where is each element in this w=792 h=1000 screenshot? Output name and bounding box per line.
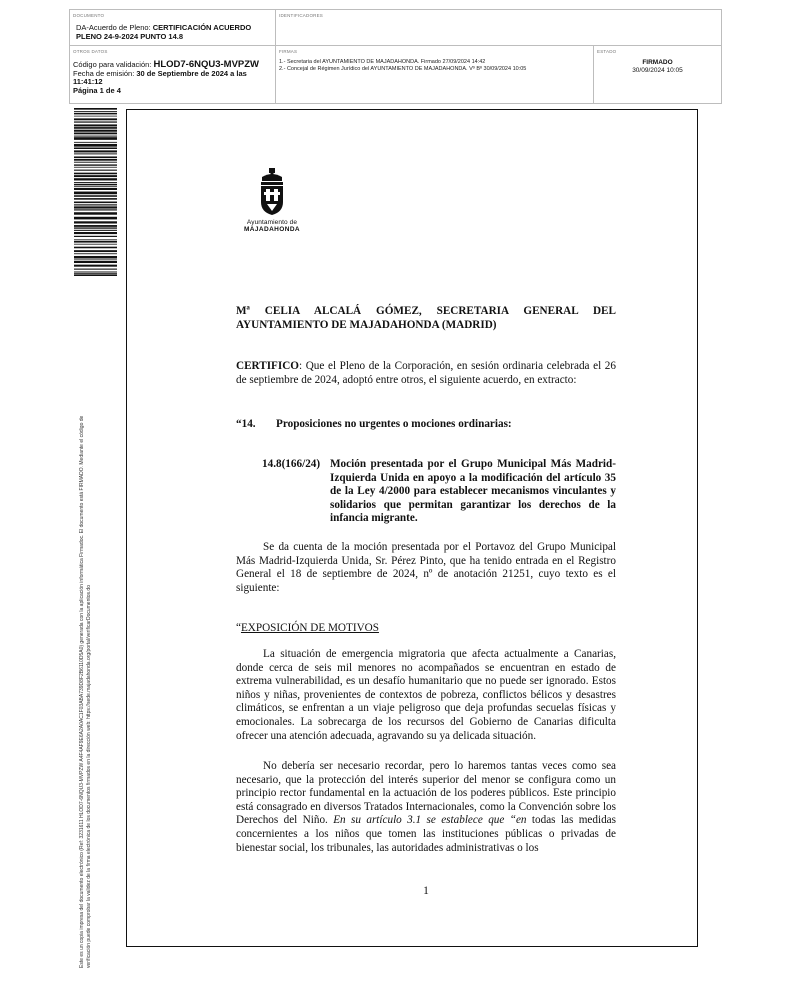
paragraph-3-end: todas las medidas concernientes a los niños que tomen las instituciones públicas o privadas de bienestar social, los tribunales, las autoridades administrativas o los [236, 814, 616, 854]
document-metadata-header [69, 9, 722, 104]
mocion-heading [262, 458, 616, 526]
barcode-bar [74, 241, 117, 243]
paragraph-situacion: La situación de emergencia migratoria que afecta actualmente a Canarias, donde cerca de seis mil menores no acompañados se encuentran en estado de extrema vulnerabilidad, es un desafío humanitario que no puede ser ignorado. Estos niños y niñas, provenientes de contextos de pobreza, conflictos bélicos y desastres climáticos, se enfrentan a un viaje peligroso que deja profundas secuelas físicas y emocionales. La sobrecarga de los recursos del Gobierno de Canarias dificulta ofrecer una atención adecuada, agravando su ya delicada situación. [236, 648, 616, 742]
mocion-number: 14.8(166/24) [262, 458, 321, 470]
barcode-bar [74, 192, 117, 195]
estado-fecha: 30/09/2024 10:05 [632, 67, 683, 74]
logo-line-1: Ayuntamiento de [246, 219, 298, 226]
pagina-indicator: Página 1 de 4 [73, 85, 121, 95]
documento-value: CERTIFICACIÓN ACUERDO PLENO 24-9-2024 PUNTO 14.8 [76, 23, 252, 41]
section-14-heading [236, 418, 616, 432]
section-title: Proposiciones no urgentes o mociones ordinarias: [276, 418, 512, 430]
barcode-bar [74, 217, 117, 220]
paragraph-proteccion [236, 760, 616, 855]
barcode-bar [74, 221, 117, 223]
coat-of-arms-icon [257, 168, 287, 216]
barcode-bar [74, 144, 117, 147]
barcode-bar [74, 232, 117, 234]
otros-datos-cell [70, 46, 276, 103]
identificadores-cell [276, 10, 721, 46]
fecha-label: Fecha de emisión: [73, 68, 137, 78]
paragraph-3-start: No debería ser necesario recordar, pero lo haremos tantas veces como sea necesario, que la protección del interés superior del menor se configura como un principio rector fundamental en la actuación de los poderes públicos. Este principio está consagrado en diversos Tratados Internacionales, como la Convención sobre los Derechos del Niño. [236, 760, 616, 827]
vertical-note-line-2: verificación puede comprobar la validez de la firma electrónica de los documentos firmados en la dirección web: https://sede.majadahonda.org/portal/verificarDocumentos.do [85, 585, 92, 968]
barcode-bar [74, 236, 117, 237]
barcode-bar [74, 173, 117, 175]
barcode-bar [74, 212, 117, 214]
barcode-bar [74, 230, 117, 231]
codigo-validacion: HLOD7-6NQU3-MVPZW [153, 59, 260, 70]
barcode-bar [74, 188, 117, 190]
logo-line-2: MAJADAHONDA [243, 226, 301, 233]
barcode-bar [74, 184, 117, 186]
fecha-emision: 30 de Septiembre de 2024 a las 11:41:12 [73, 68, 247, 86]
barcode-bar [74, 108, 117, 110]
barcode-bar [74, 253, 117, 254]
barcode-bar [74, 147, 117, 149]
barcode-bar [74, 206, 117, 208]
firmas-list [279, 59, 526, 73]
barcode-bar [74, 269, 117, 270]
barcode-bar [74, 150, 117, 152]
otros-datos-caption: OTROS DATOS [73, 49, 108, 54]
certifico-paragraph [236, 360, 616, 387]
barcode-bar [74, 225, 117, 227]
estado-caption: ESTADO [597, 49, 617, 54]
documento-text [76, 23, 272, 41]
otros-datos-text [73, 61, 273, 95]
barcode-bar [74, 170, 117, 171]
barcode-bar [74, 261, 117, 263]
section-number: “14. [236, 418, 256, 430]
barcode-bar [74, 121, 117, 122]
barcode-bar [74, 113, 117, 115]
barcode-bar [74, 175, 117, 177]
codigo-label: Código para validación: [73, 60, 154, 69]
barcode-bar [74, 167, 117, 168]
barcode-bar [74, 202, 117, 204]
barcode-bar [74, 239, 117, 240]
estado-cell [594, 46, 721, 103]
barcode-bar [74, 256, 117, 259]
barcode-bar [74, 250, 117, 252]
barcode-bar [74, 142, 117, 143]
barcode-bar [74, 127, 117, 129]
barcode-bar [74, 124, 117, 126]
certifico-text: : Que el Pleno de la Corporación, en sesión ordinaria celebrada el 26 de septiembre de 2024, adoptó entre otros, el siguiente acuerdo, en extracto: [236, 360, 616, 386]
barcode-bar [74, 156, 117, 158]
paragraph-intro: Se da cuenta de la moción presentada por el Portavoz del Grupo Municipal Más Madrid-Izquierda Unida, Sr. Pérez Pinto, que ha tenido entrada en el Registro General el 18 de septiembre de 2024, nº de anotación 21251, cuyo texto es el siguiente: [236, 541, 616, 594]
barcode-bar [74, 186, 117, 187]
firmas-cell [276, 46, 594, 103]
barcode-bar [74, 137, 117, 140]
vertical-verification-note [79, 303, 92, 968]
exposicion-title: EXPOSICIÓN DE MOTIVOS [240, 622, 379, 634]
barcode-bar [74, 272, 117, 273]
barcode-bar [74, 198, 117, 200]
ayuntamiento-logo [236, 168, 308, 233]
barcode-bar [74, 130, 117, 132]
barcode-bar [74, 164, 117, 165]
estado-value: FIRMADO [642, 59, 673, 66]
exposicion-heading [236, 622, 616, 636]
barcode-bar [74, 247, 117, 249]
barcode-bar [74, 159, 117, 161]
estado-text [594, 59, 721, 75]
barcode-bar [74, 178, 117, 180]
documento-label: DA-Acuerdo de Pleno: [76, 23, 153, 32]
barcode-bar [74, 116, 117, 117]
vertical-note-line-1: Este es un copia impresa del documento electrónico (Ref: 3231611 HLOD7-6NQU3-MVPZW A4F4AF9E6A2A0AC1F03ABA739D8F2B6110D5A0) generada con la aplicación informática Firmadoc. El documento está FIRMADO. Mediante el código de [79, 415, 85, 968]
exposicion-quote: “ [236, 622, 241, 634]
firma-1: 1.- Secretaria del AYUNTAMIENTO DE MAJADAHONDA. Firmado 27/09/2024 14:42 [279, 59, 486, 65]
certifico-label: CERTIFICO [236, 360, 300, 372]
firma-2: 2.- Concejal de Régimen Jurídico del AYUNTAMIENTO DE MAJADAHONDA. Vº Bº 30/09/2024 10:05 [279, 66, 527, 72]
barcode-bar [74, 153, 117, 154]
barcode-bar [74, 195, 117, 197]
barcode-bar [74, 209, 117, 210]
firmas-caption: FIRMAS [279, 49, 298, 54]
title-line-1: Mª CELIA ALCALÁ GÓMEZ, SECRETARIA GENERAL DEL [236, 305, 616, 317]
barcode-bar [74, 182, 117, 183]
barcode-image [74, 108, 117, 276]
identificadores-caption: IDENTIFICADORES [279, 13, 324, 18]
barcode-bar [74, 136, 117, 137]
page-number: 1 [423, 885, 429, 897]
barcode-bar [74, 118, 117, 120]
barcode-bar [74, 204, 117, 205]
documento-cell [70, 10, 276, 46]
barcode-bar [74, 273, 117, 274]
mocion-title: Moción presentada por el Grupo Municipal Más Madrid-Izquierda Unida en apoyo a la modificación del artículo 35 de la Ley 4/2000 para establecer mecanismos vinculantes y solidarios que permitan garantizar los derechos de la infancia migrante. [330, 458, 616, 525]
document-title [236, 305, 616, 332]
barcode-bar [74, 111, 117, 112]
paragraph-3-italic: En su artículo 3.1 se establece que “en [333, 814, 527, 827]
barcode-bar [74, 227, 117, 228]
documento-caption: DOCUMENTO [73, 13, 105, 18]
barcode-bar [74, 162, 117, 163]
barcode-bar [74, 265, 117, 267]
barcode-bar [74, 132, 117, 134]
title-line-2: AYUNTAMIENTO DE MAJADAHONDA (MADRID) [236, 318, 497, 331]
barcode-bar [74, 274, 117, 276]
barcode-bar [74, 259, 117, 260]
barcode-bar [74, 244, 117, 245]
